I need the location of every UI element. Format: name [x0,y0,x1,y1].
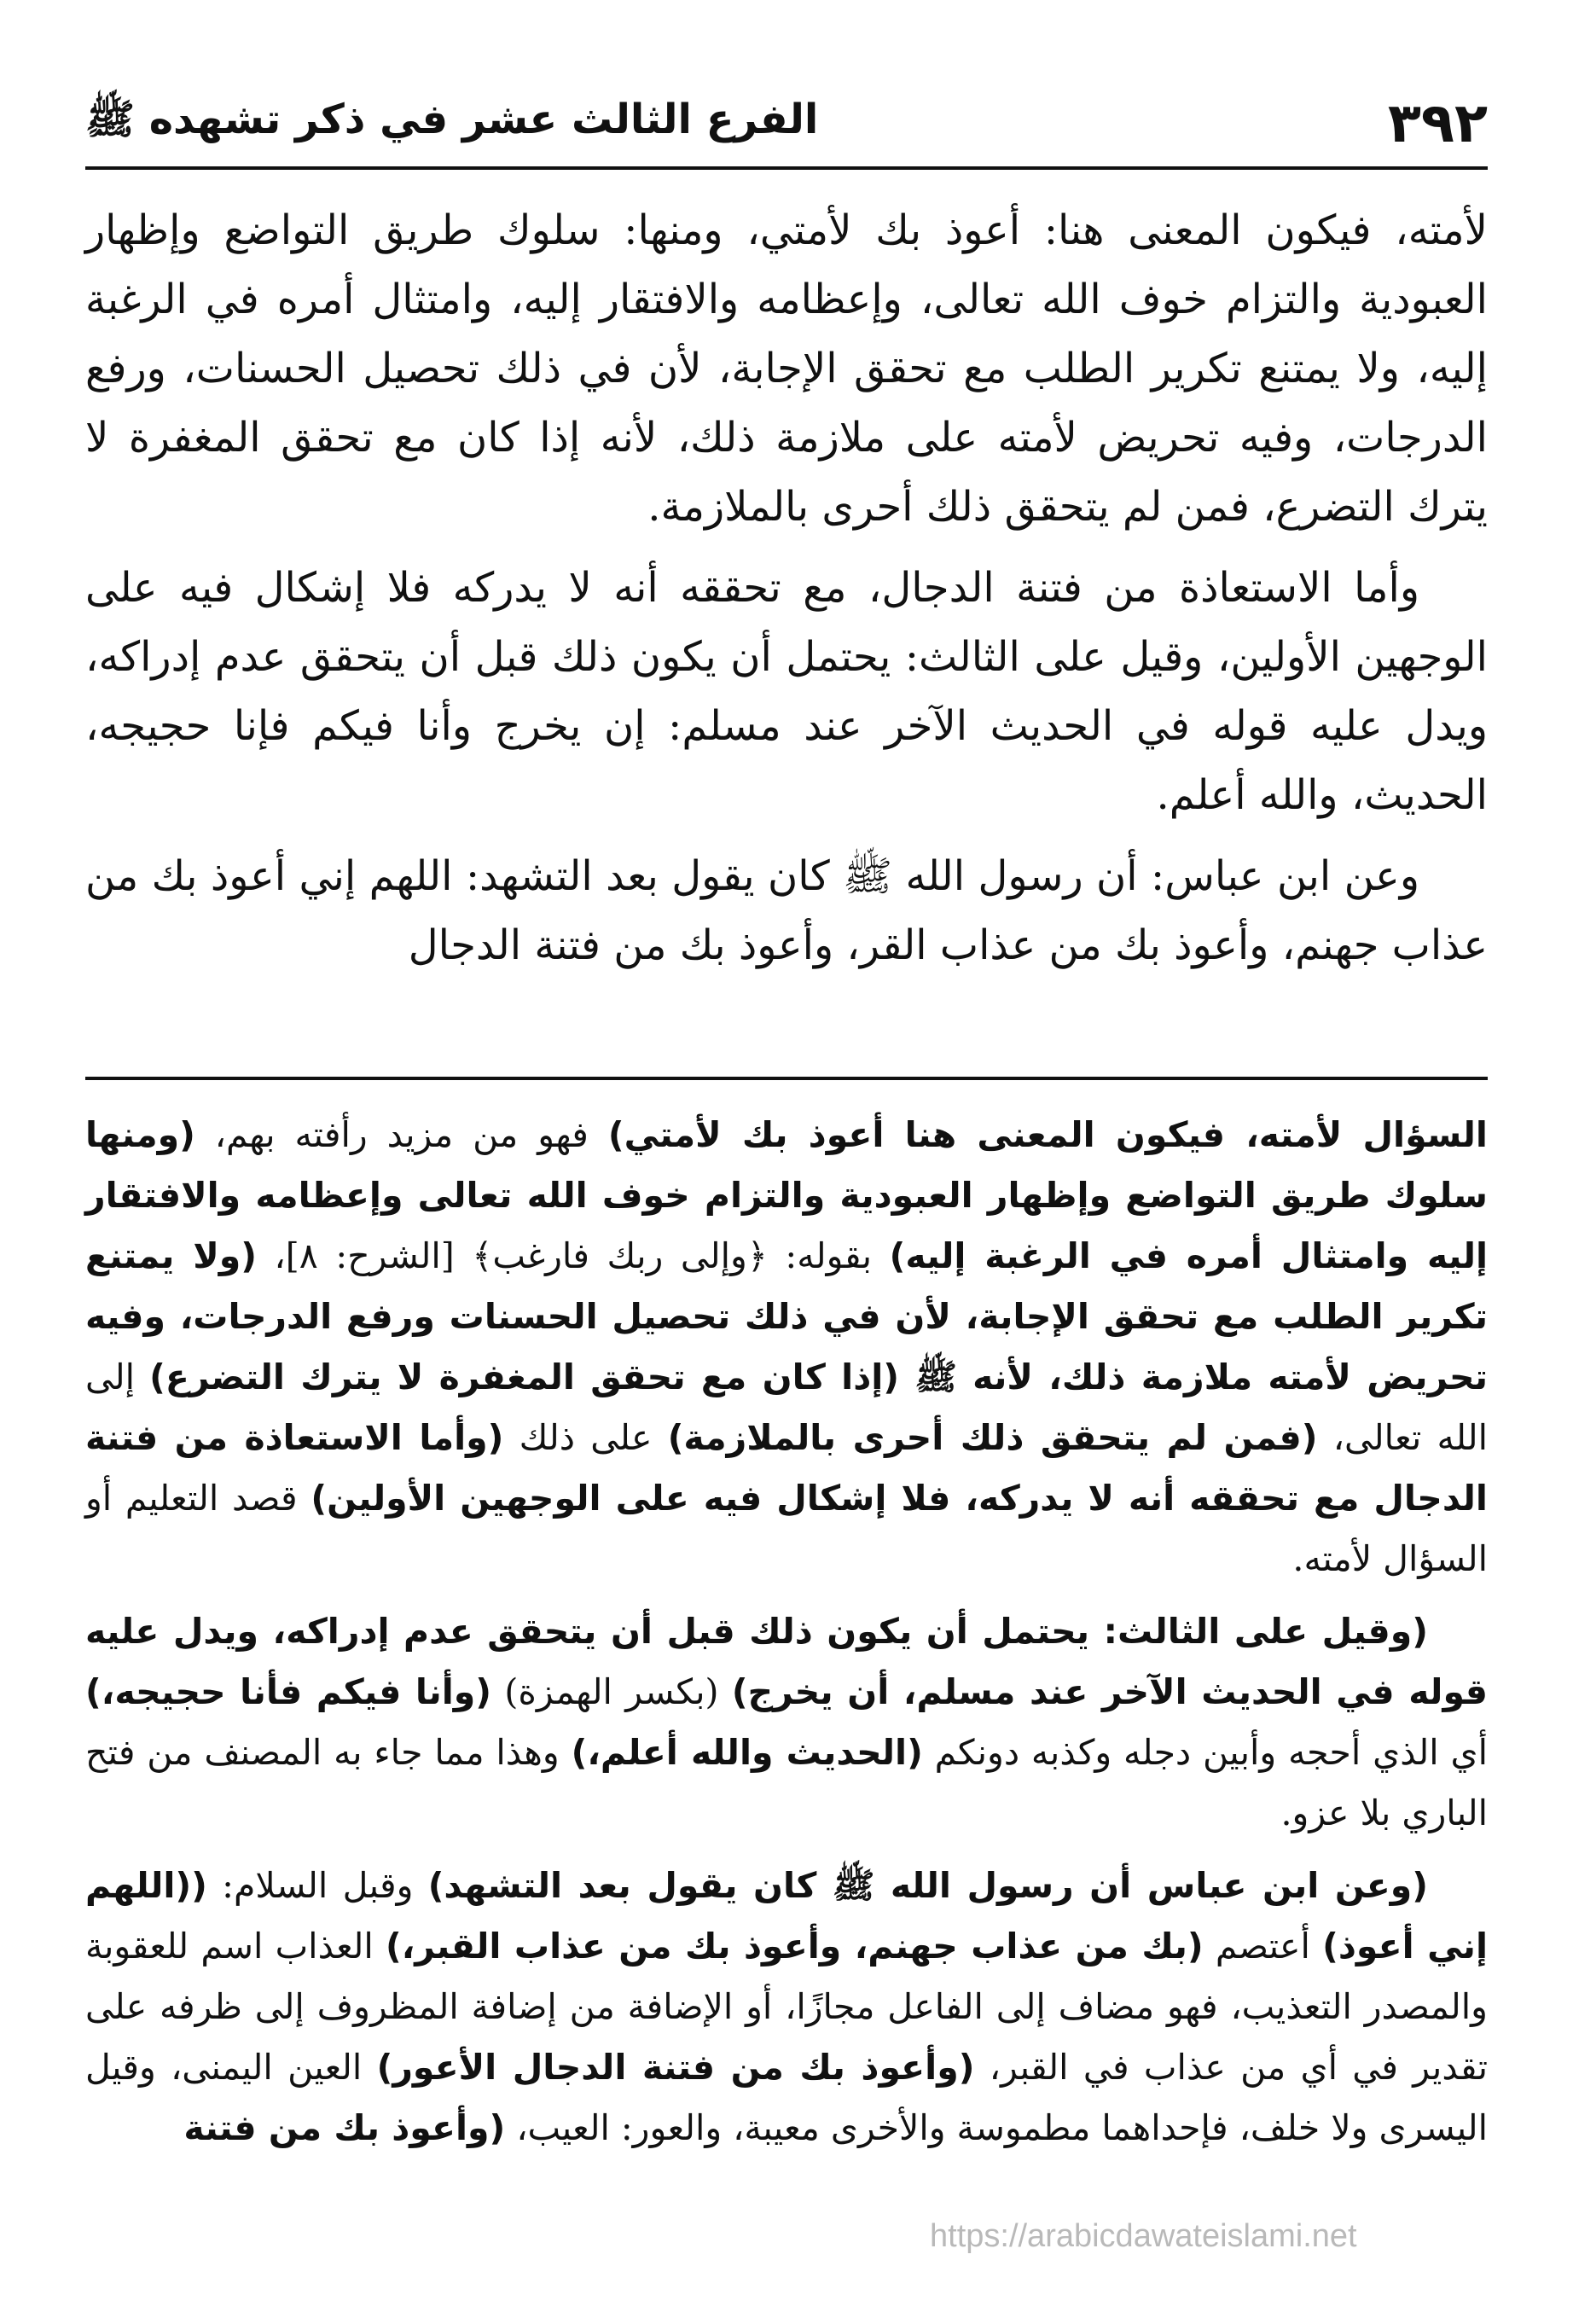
commentary-paragraph-2 [85,1601,1488,1844]
quoted-text: (وأعوذ بك من فتنة الدجال الأعور) [376,2047,975,2088]
commentary-text: وقبل السلام: [206,1865,428,1906]
main-paragraph-2: وأما الاستعاذة من فتنة الدجال، مع تحققه أنه لا يدركه فلا إشكال فيه على الوجهين الأولين، وقيل على الثالث: يحتمل أن يكون ذلك قبل أن يتحقق عدم إدراكه، ويدل عليه قوله في الحديث الآخر عند مسلم: إن يخرج وأنا فيكم فإنا حجيجه، الحديث، والله أعلم. [85,564,1489,819]
main-paragraph-3: وعن ابن عباس: أن رسول الله ﷺ كان يقول بعد التشهد: اللهم إني أعوذ بك من عذاب جهنم، وأعوذ بك من عذاب القر، وأعوذ بك من فتنة الدجال [85,852,1488,969]
commentary-text: أعتصم [1203,1926,1323,1967]
running-title: الفرع الثالث عشر في ذكر تشهده ﷺ [85,95,819,143]
commentary-paragraph-1 [85,1105,1488,1589]
quoted-text: (وقيل على الثالث: يحتمل أن يكون ذلك قبل أن يتحقق عدم إدراكه، ويدل عليه قوله في الحديث الآخر عند مسلم، أن يخرج) [85,1611,1489,1712]
main-text [85,196,1488,992]
commentary-text: بقوله: ﴿وإلى ربك فارغب﴾ [الشرح: ٨]، [256,1235,890,1276]
page-header [85,81,1488,170]
commentary-paragraph-3 [85,1856,1488,2158]
quoted-text: ((اللهم إني أعوذ) [85,1865,1489,1967]
main-paragraph-1: لأمته، فيكون المعنى هنا: أعوذ بك لأمتي، ومنها: سلوك طريق التواضع وإظهار العبودية والتزام خوف الله تعالى، وإعظامه والافتقار إليه، وامتثال أمره في الرغبة إليه، ولا يمتنع تكرير الطلب مع تحقق الإجابة، لأن في ذلك تحصيل الحسنات، ورفع الدرجات، وفيه تحريض لأمته على ملازمة ذلك، لأنه إذا كان مع تحقق المغفرة لا يترك التضرع، فمن لم يتحقق ذلك أحرى بالملازمة. [85,206,1488,531]
page-number: ٣٩٢ [1387,92,1488,155]
commentary-text: قصد التعليم أو السؤال لأمته. [85,1478,1488,1579]
commentary-text: فهو من مزيد رأفته بهم، [194,1114,608,1155]
quoted-text: (وأما الاستعاذة من فتنة الدجال مع تحققه أنه لا يدركه، فلا إشكال فيه على الوجهين الأولين) [85,1417,1488,1519]
commentary-text: وهذا مما جاء به المصنف من فتح الباري بلا عزو. [85,1732,1488,1833]
commentary-text: (بكسر الهمزة) [491,1671,732,1712]
commentary-text: إلى الله تعالى، [85,1357,1488,1458]
commentary [85,1105,1488,2170]
quoted-text: (وأنا فيكم فأنا حجيجه،) [85,1671,491,1712]
quoted-text: (ولا يمتنع تكرير الطلب مع تحقق الإجابة، لأن في ذلك تحصيل الحسنات ورفع الدرجات، وفيه تحريض لأمته ملازمة ذلك، لأنه ﷺ (إذا كان مع تحقق المغفرة لا يترك التضرع) [85,1235,1488,1397]
commentary-text: أي الذي أحجه وأبين دجله وكذبه دونكم [922,1732,1488,1773]
quoted-text: (ومنها سلوك طريق التواضع وإظهار العبودية والتزام خوف الله تعالى وإعظامه والافتقار إليه وامتثال أمره في الرغبة إليه) [85,1114,1489,1276]
commentary-text: العين اليمنى، وقيل اليسرى ولا خلف، فإحداهما مطموسة والأخرى معيبة، والعور: العيب، [85,2047,1488,2148]
quoted-text: (وعن ابن عباس أن رسول الله ﷺ كان يقول بعد التشهد) [427,1865,1428,1906]
quoted-text: (الحديث والله أعلم،) [571,1732,923,1773]
commentary-text: العذاب اسم للعقوبة والمصدر التعذيب، فهو مضاف إلى الفاعل مجازًا، أو الإضافة من إضافة المظروف إلى ظرفه على تقدير في أي من عذاب في القبر، [85,1926,1488,2088]
quoted-text: (وأعوذ بك من فتنة [183,2107,506,2148]
quoted-text: السؤال لأمته، فيكون المعنى هنا أعوذ بك لأمتي) [607,1114,1488,1155]
quoted-text: (بك من عذاب جهنم، وأعوذ بك من عذاب القبر،) [385,1926,1204,1967]
quoted-text: (فمن لم يتحقق ذلك أحرى بالملازمة) [667,1417,1318,1458]
commentary-text: على ذلك [503,1417,668,1458]
watermark-url: https://arabicdawateislami.net [930,2218,1357,2254]
separator-rule [85,1077,1488,1080]
